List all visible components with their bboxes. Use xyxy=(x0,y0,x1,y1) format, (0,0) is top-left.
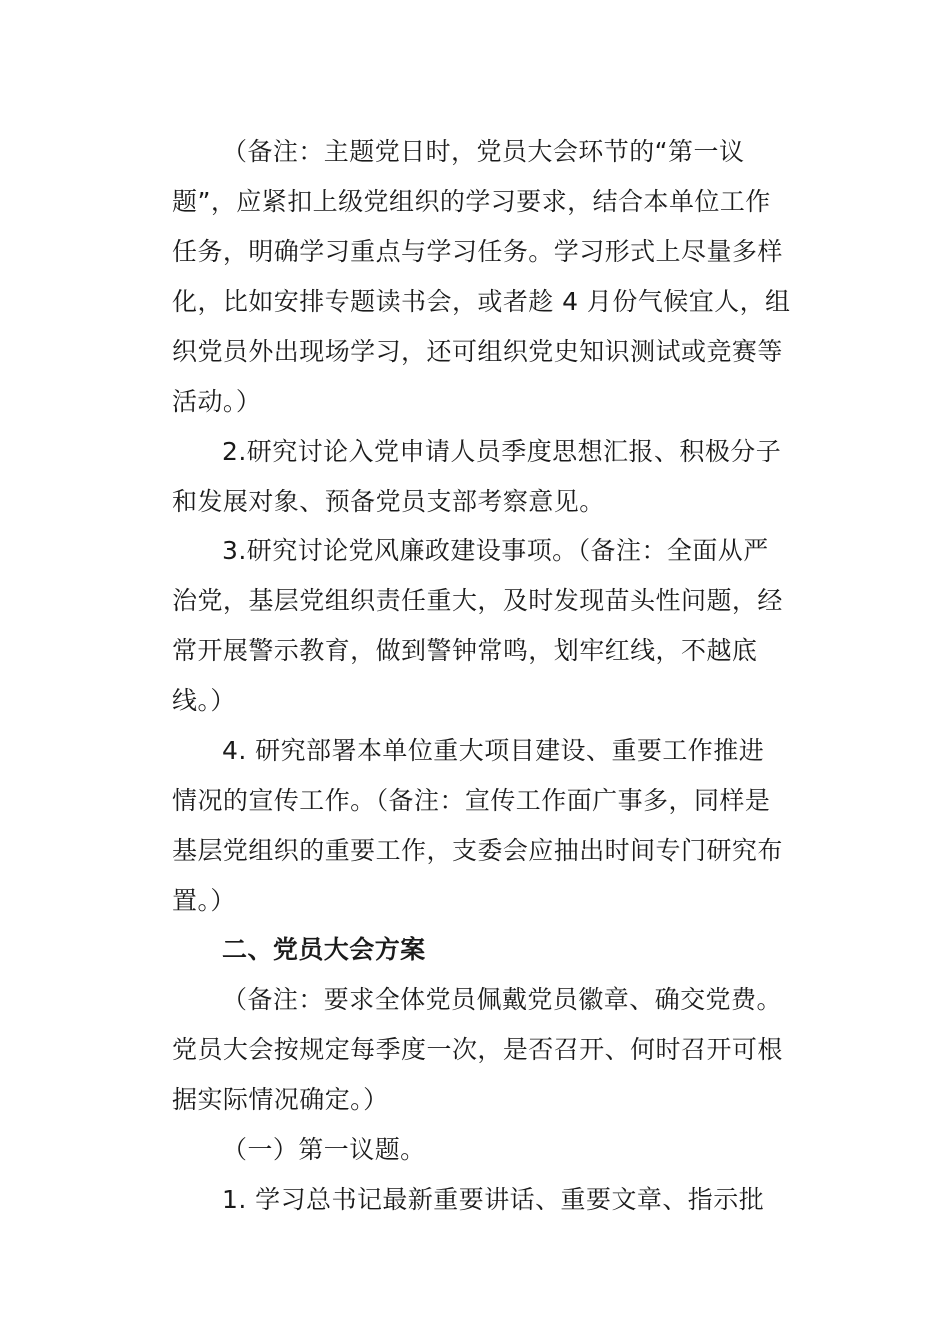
item-4-line-4: 置。） xyxy=(172,886,236,915)
item-3-line-4: 线。） xyxy=(172,686,236,715)
note-paragraph-line-1: （备注：主题党日时，党员大会环节的“第一议 xyxy=(222,137,745,166)
meeting-note-line-1: （备注：要求全体党员佩戴党员徽章、确交党费。 xyxy=(222,985,782,1014)
section-heading: 二、党员大会方案 xyxy=(222,935,426,964)
item-3-line-3: 常开展警示教育，做到警钟常鸣，划牢红线，不越底 xyxy=(172,636,758,665)
item-4-line-2: 情况的宣传工作。（备注：宣传工作面广事多，同样是 xyxy=(172,786,771,815)
note-paragraph-line-6: 活动。） xyxy=(172,387,262,416)
note-paragraph-line-3: 任务，明确学习重点与学习任务。学习形式上尽量多样 xyxy=(172,237,783,266)
item-4-line-3: 基层党组织的重要工作，支委会应抽出时间专门研究布 xyxy=(172,836,783,865)
meeting-note-line-2: 党员大会按规定每季度一次，是否召开、何时召开可根 xyxy=(172,1035,783,1064)
meeting-note-line-3: 据实际情况确定。） xyxy=(172,1085,389,1114)
note-paragraph-line-4: 化，比如安排专题读书会，或者趁 4 月份气候宜人，组 xyxy=(172,287,791,316)
item-3-line-1: 3.研究讨论党风廉政建设事项。（备注：全面从严 xyxy=(222,536,769,565)
item-4-line-1: 4. 研究部署本单位重大项目建设、重要工作推进 xyxy=(222,736,765,765)
subsection-heading: （一）第一议题。 xyxy=(222,1135,426,1164)
item-2-line-1: 2.研究讨论入党申请人员季度思想汇报、积极分子 xyxy=(222,437,782,466)
note-paragraph-line-2: 题”，应紧扣上级党组织的学习要求，结合本单位工作 xyxy=(172,187,771,216)
item-1-line-1: 1. 学习总书记最新重要讲话、重要文章、指示批 xyxy=(222,1185,765,1214)
note-paragraph-line-5: 织党员外出现场学习，还可组织党史知识测试或竞赛等 xyxy=(172,337,783,366)
item-3-line-2: 治党，基层党组织责任重大，及时发现苗头性问题，经 xyxy=(172,586,783,615)
item-2-line-2: 和发展对象、预备党员支部考察意见。 xyxy=(172,487,605,516)
